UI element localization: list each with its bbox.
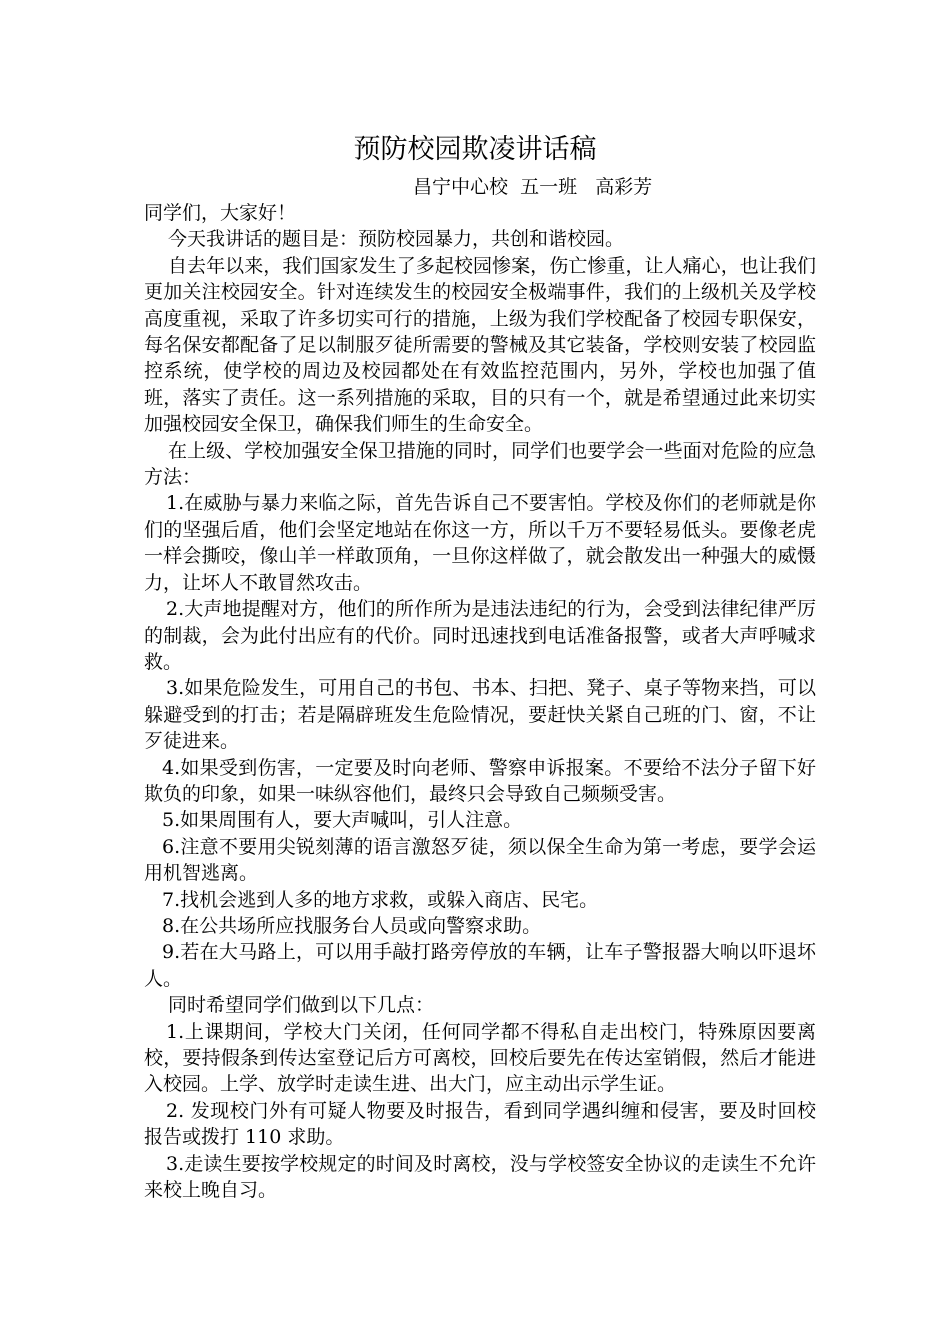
- document-body: [144, 200, 816, 1203]
- expectations-intro-paragraph: 同时希望同学们做到以下几点：: [168, 994, 435, 1017]
- emergency-item-2: 2.大声地提醒对方，他们的所作所为是违法违纪的行为，会受到法律纪律严厉的制裁，会为此付出应有的代价。同时迅速找到电话准备报警，或者大声呼喊求救。: [144, 598, 816, 673]
- background-paragraph: 自去年以来，我们国家发生了多起校园惨案，伤亡惨重，让人痛心，也让我们更加关注校园安全。针对连续发生的校园安全极端事件，我们的上级机关及学校高度重视，采取了许多切实可行的措施，上级为我们学校配备了校园专职保安，每名保安都配备了足以制服歹徒所需要的警械及其它装备，学校则安装了校园监控系统，使学校的周边及校园都处在有效监控范围内，另外，学校也加强了值班，落实了责任。这一系列措施的采取，目的只有一个，就是希望通过此来切实加强校园安全保卫，确保我们师生的生命安全。: [144, 254, 816, 436]
- emergency-item-1: 1.在威胁与暴力来临之际，首先告诉自己不要害怕。学校及你们的老师就是你们的坚强后盾，他们会坚定地站在你这一方，所以千万不要轻易低头。要像老虎一样会撕咬，像山羊一样敢顶角，一旦你这样做了，就会散发出一种强大的威慑力，让坏人不敢冒然攻击。: [144, 492, 816, 594]
- emergency-item-8: 8.在公共场所应找服务台人员或向警察求助。: [162, 914, 542, 937]
- emergency-item-7: 7.找机会逃到人多的地方求救，或躲入商店、民宅。: [162, 888, 599, 911]
- emergency-item-9: 9.若在大马路上，可以用手敲打路旁停放的车辆，让车子警报器大响以吓退坏人。: [144, 941, 816, 990]
- document-title: 预防校园欺凌讲话稿: [353, 134, 597, 165]
- author-byline: 昌宁中心校 五一班 高彩芳: [413, 176, 653, 198]
- emergency-intro-paragraph: 在上级、学校加强安全保卫措施的同时，同学们也要学会一些面对危险的应急方法：: [144, 439, 816, 489]
- expectation-item-3: 3.走读生要按学校规定的时间及时离校，没与学校签安全协议的走读生不允许来校上晚自习。: [144, 1152, 816, 1202]
- topic-paragraph: 今天我讲话的题目是：预防校园暴力，共创和谐校园。: [168, 228, 625, 251]
- emergency-item-3: 3.如果危险发生，可用自己的书包、书本、扫把、凳子、桌子等物来挡，可以躲避受到的打击；若是隔辟班发生危险情况，要赶快关紧自己班的门、窗，不让歹徒进来。: [144, 677, 816, 753]
- expectation-item-1: 1.上课期间，学校大门关闭，任何同学都不得私自走出校门，特殊原因要离校，要持假条到传达室登记后方可离校，回校后要先在传达室销假，然后才能进入校园。上学、放学时走读生进、出大门，应主动出示学生证。: [144, 1020, 816, 1096]
- emergency-item-4: 4.如果受到伤害，一定要及时向老师、警察申诉报案。不要给不法分子留下好欺负的印象，如果一味纵容他们，最终只会导致自己频频受害。: [144, 756, 816, 805]
- expectation-item-2: 2. 发现校门外有可疑人物要及时报告，看到同学遇纠缠和侵害，要及时回校报告或拨打 110 求助。: [144, 1099, 816, 1149]
- emergency-item-6: 6.注意不要用尖锐刻薄的语言激怒歹徒，须以保全生命为第一考虑，要学会运用机智逃离。: [144, 835, 816, 885]
- emergency-item-5: 5.如果周围有人，要大声喊叫，引人注意。: [162, 809, 523, 832]
- greeting-paragraph: 同学们，大家好！: [144, 202, 297, 224]
